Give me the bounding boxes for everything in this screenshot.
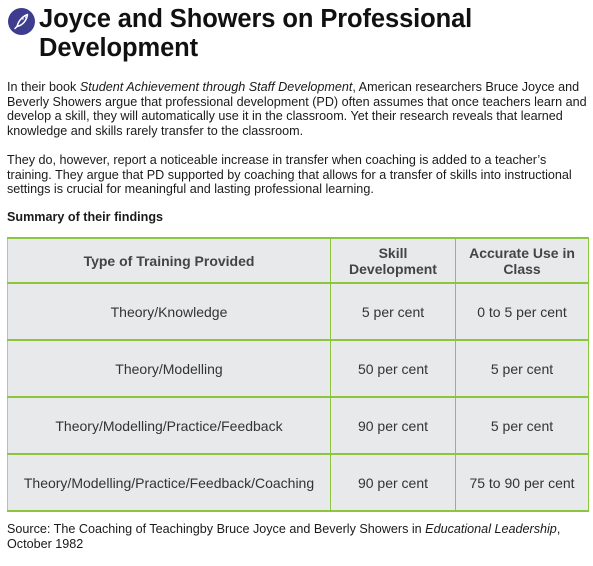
intro-text-start: In their book — [7, 80, 80, 94]
header-skill-development: Skill Development — [331, 238, 456, 283]
header-accurate-use: Accurate Use in Class — [456, 238, 589, 283]
accurate-use-cell: 5 per cent — [456, 397, 589, 454]
training-type-cell: Theory/Modelling/Practice/Feedback/Coaching — [8, 454, 331, 511]
accurate-use-cell: 0 to 5 per cent — [456, 283, 589, 340]
accurate-use-cell: 5 per cent — [456, 340, 589, 397]
findings-table — [7, 237, 589, 512]
intro-paragraph-1 — [7, 80, 587, 138]
summary-heading: Summary of their findings — [7, 210, 164, 224]
findings-table-container — [7, 237, 588, 512]
training-type-cell: Theory/Modelling — [8, 340, 331, 397]
journal-title: Educational Leadership — [425, 522, 557, 536]
book-title: Student Achievement through Staff Development — [79, 80, 353, 94]
table-header-row — [8, 238, 589, 283]
accurate-use-cell: 75 to 90 per cent — [456, 454, 589, 511]
source-citation — [7, 522, 587, 552]
training-type-cell: Theory/Knowledge — [8, 283, 331, 340]
intro-text-end: , American researchers Bruce Joyce and Beverly Showers argue that professional development (PD) often assumes that once teachers learn and develop a skill, they will automatically use it in the classroom. Yet their research reveals that learned knowledge and skills rarely transfer to the classroom. — [7, 80, 587, 138]
skill-development-cell: 50 per cent — [331, 340, 456, 397]
training-type-cell: Theory/Modelling/Practice/Feedback — [8, 397, 331, 454]
page-header — [8, 5, 588, 63]
quill-pen-icon — [8, 8, 35, 35]
table-row — [8, 397, 589, 454]
skill-development-cell: 5 per cent — [331, 283, 456, 340]
header-training-type: Type of Training Provided — [8, 238, 331, 283]
table-row — [8, 283, 589, 340]
intro-paragraph-2: They do, however, report a noticeable increase in transfer when coaching is added to a teacher’s training. They argue that PD supported by coaching that allows for a transfer of skills into instructional settings is crucial for meaningful and lasting professional learning. — [7, 153, 572, 197]
skill-development-cell: 90 per cent — [331, 454, 456, 511]
page-title: Joyce and Showers on Professional Development — [39, 5, 473, 62]
table-row — [8, 340, 589, 397]
source-text-end: , October 1982 — [7, 522, 561, 551]
table-row — [8, 454, 589, 511]
source-text-start: Source: The Coaching of Teachingby Bruce Joyce and Beverly Showers in — [7, 522, 426, 536]
skill-development-cell: 90 per cent — [331, 397, 456, 454]
